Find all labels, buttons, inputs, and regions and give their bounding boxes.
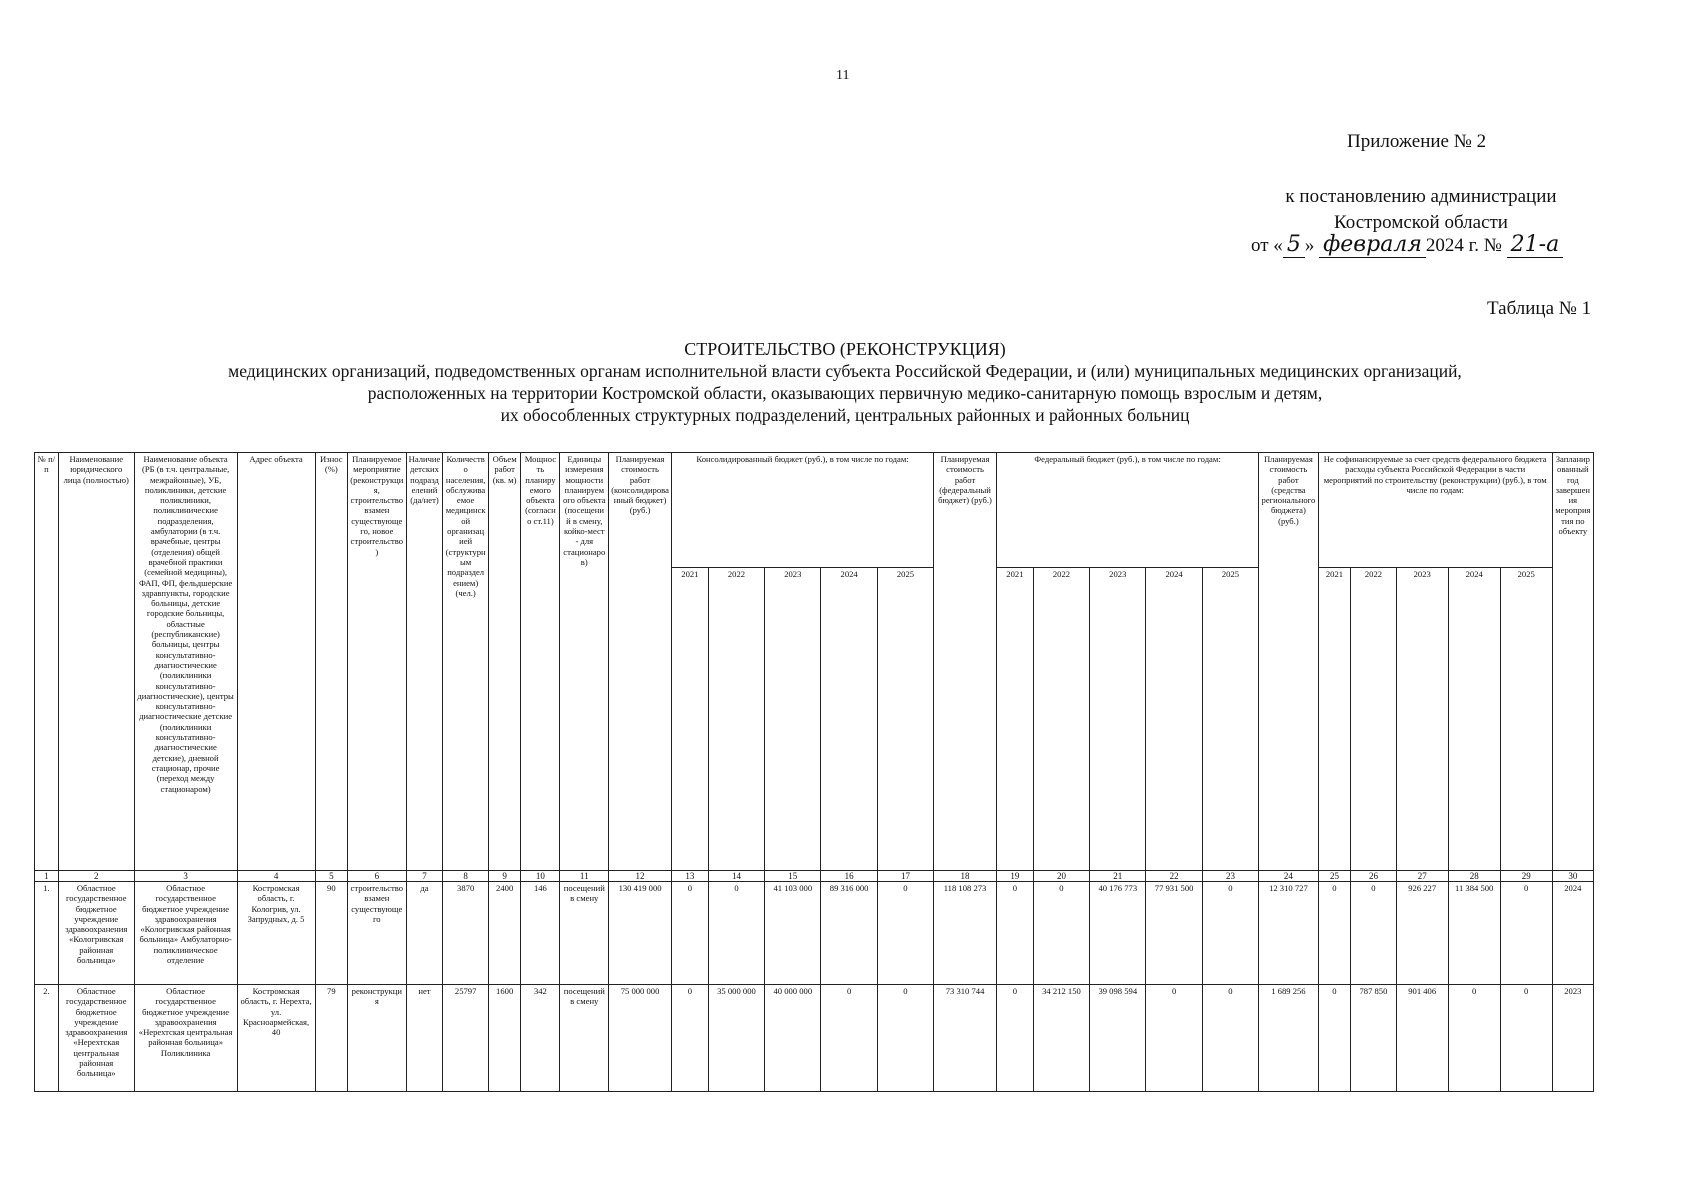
heading-line-2: медицинских организаций, подведомственных органам исполнительной власти субъекта Российской Федерации, и (или) муниципальных медицинских организаций, — [228, 361, 1462, 381]
column-number: 29 — [1500, 871, 1552, 882]
year-cell: 2024 — [1448, 568, 1500, 871]
appendix-title: Приложение № 2 — [1347, 131, 1487, 152]
row-num: 1. — [35, 882, 59, 985]
row-capacity: 342 — [521, 985, 560, 1092]
heading-line-4: их обособленных структурных подразделений, центральных районных и районных больниц — [500, 405, 1190, 425]
row-reg-2025: 0 — [1500, 882, 1552, 985]
column-number: 1 — [35, 871, 59, 882]
col-cost-federal: Планируемая стоимость работ (федеральный бюджет) (руб.) — [934, 453, 997, 871]
col-object: Наименование объекта (РБ (в т.ч. центральные, межрайонные), УБ, поликлиники, детские поликлиники, поликлинические подразделения, амбулатории (в т.ч. врачебные, центры (отделения) общей врачебной практики (семейной медицины), ФАП, ФП, фельдшерские здравпункты, городские больницы, детские городские больницы, областные (республиканские) больницы, центры консультативно-диагностические (поликлиники консультативно-диагностические), центры консультативно-диагностические детские (поликлиники консультативно-диагностические детские), дневной стационар, прочие (переход между стационаром) — [134, 453, 237, 871]
row-legal-entity: Областное государственное бюджетное учреждение здравоохранения «Нерехтская центральная районная больница» — [58, 985, 134, 1092]
column-number: 19 — [996, 871, 1033, 882]
column-number: 10 — [521, 871, 560, 882]
column-number: 5 — [315, 871, 348, 882]
row-fed-2024: 0 — [1146, 985, 1202, 1092]
year-cell: 2023 — [765, 568, 821, 871]
row-cost-regional: 1 689 256 — [1259, 985, 1319, 1092]
row-reg-2021: 0 — [1318, 985, 1351, 1092]
row-address: Костромская область, г. Кологрив, ул. Запрудных, д. 5 — [237, 882, 315, 985]
row-unit: посещений в смену — [560, 882, 609, 985]
column-number: 15 — [765, 871, 821, 882]
row-wear: 79 — [315, 985, 348, 1092]
column-number: 23 — [1202, 871, 1258, 882]
year-cell: 2024 — [1146, 568, 1202, 871]
year-cell: 2023 — [1396, 568, 1448, 871]
col-consolidated-group: Консолидированный бюджет (руб.), в том числе по годам: — [671, 453, 933, 568]
row-population: 25797 — [443, 985, 489, 1092]
date-prefix: от « — [1251, 235, 1283, 256]
row-fed-2021: 0 — [996, 985, 1033, 1092]
row-cons-2023: 40 000 000 — [765, 985, 821, 1092]
row-fed-2021: 0 — [996, 882, 1033, 985]
row-cost-regional: 12 310 727 — [1259, 882, 1319, 985]
row-num: 2. — [35, 985, 59, 1092]
table-row — [35, 985, 1594, 1092]
row-cons-2022: 0 — [708, 882, 764, 985]
decree-reference — [1276, 184, 1566, 236]
col-legal-entity: Наименование юридического лица (полностью) — [58, 453, 134, 871]
col-cost-regional: Планируемая стоимость работ (средства регионального бюджета) (руб.) — [1259, 453, 1319, 871]
row-address: Костромская область, г. Нерехта, ул. Красноармейская, 40 — [237, 985, 315, 1092]
year-cell: 2021 — [1318, 568, 1351, 871]
year-cell: 2025 — [877, 568, 933, 871]
row-reg-2025: 0 — [1500, 985, 1552, 1092]
header-row — [35, 453, 1594, 568]
row-reg-2023: 901 406 — [1396, 985, 1448, 1092]
row-cons-2021: 0 — [671, 882, 708, 985]
col-capacity: Мощность планируемого объекта (согласно ст.11) — [521, 453, 560, 871]
row-measure: реконструкция — [348, 985, 407, 1092]
column-number: 22 — [1146, 871, 1202, 882]
year-cell: 2022 — [708, 568, 764, 871]
year-cell: 2021 — [996, 568, 1033, 871]
row-fed-2024: 77 931 500 — [1146, 882, 1202, 985]
decree-line-1: к постановлению администрации — [1285, 186, 1557, 207]
column-number: 17 — [877, 871, 933, 882]
column-number: 28 — [1448, 871, 1500, 882]
row-area: 2400 — [488, 882, 521, 985]
column-number: 6 — [348, 871, 407, 882]
row-fed-2023: 40 176 773 — [1090, 882, 1146, 985]
col-regional-group: Не софинансируемые за счет средств федерального бюджета расходы субъекта Российской Федерации в части мероприятий по строительству (реконструкции) (руб.), в том числе по годам: — [1318, 453, 1552, 568]
col-address: Адрес объекта — [237, 453, 315, 871]
year-cell: 2024 — [821, 568, 877, 871]
date-month: февраля — [1319, 232, 1426, 258]
heading-line-1: СТРОИТЕЛЬСТВО (РЕКОНСТРУКЦИЯ) — [684, 339, 1006, 359]
column-number: 11 — [560, 871, 609, 882]
date-year: 2024 г. № — [1425, 235, 1502, 256]
row-object: Областное государственное бюджетное учреждение здравоохранения «Кологривская районная больница» Амбулаторно-поликлиническое отделение — [134, 882, 237, 985]
column-number: 24 — [1259, 871, 1319, 882]
row-reg-2023: 926 227 — [1396, 882, 1448, 985]
col-area: Объем работ (кв. м) — [488, 453, 521, 871]
column-number: 14 — [708, 871, 764, 882]
heading-line-3: расположенных на территории Костромской области, оказывающих первичную медико-санитарную помощь взрослым и детям, — [367, 383, 1323, 403]
row-reg-2022: 0 — [1351, 882, 1397, 985]
row-children: нет — [406, 985, 443, 1092]
column-number-row — [35, 871, 1594, 882]
document-heading — [120, 338, 1570, 426]
column-number: 26 — [1351, 871, 1397, 882]
row-cost-federal: 118 108 273 — [934, 882, 997, 985]
column-number: 12 — [609, 871, 672, 882]
year-cell: 2023 — [1090, 568, 1146, 871]
row-unit: посещений в смену — [560, 985, 609, 1092]
row-area: 1600 — [488, 985, 521, 1092]
row-reg-2022: 787 850 — [1351, 985, 1397, 1092]
date-mid: » — [1304, 235, 1315, 256]
table-number: Таблица № 1 — [1487, 298, 1592, 319]
row-reg-2024: 0 — [1448, 985, 1500, 1092]
row-cons-2025: 0 — [877, 882, 933, 985]
col-wear: Износ (%) — [315, 453, 348, 871]
row-cons-2024: 89 316 000 — [821, 882, 877, 985]
col-children: Наличие детских подразделений (да/нет) — [406, 453, 443, 871]
decree-date-line — [1251, 232, 1563, 258]
column-number: 18 — [934, 871, 997, 882]
column-number: 2 — [58, 871, 134, 882]
row-legal-entity: Областное государственное бюджетное учреждение здравоохранения «Кологривская районная больница» — [58, 882, 134, 985]
row-cons-2022: 35 000 000 — [708, 985, 764, 1092]
col-unit: Единицы измерения мощности планируемого объекта (посещений в смену, койко-мест - для стационаров) — [560, 453, 609, 871]
row-cost-consolidated: 130 419 000 — [609, 882, 672, 985]
decree-line-2: Костромской области — [1334, 212, 1508, 233]
row-children: да — [406, 882, 443, 985]
col-measure: Планируемое мероприятие (реконструкция, строительство взамен существующего, новое строительство) — [348, 453, 407, 871]
row-fed-2025: 0 — [1202, 882, 1258, 985]
decree-number: 21-а — [1507, 232, 1564, 258]
row-wear: 90 — [315, 882, 348, 985]
col-cost-consolidated: Планируемая стоимость работ (консолидированный бюджет) (руб.) — [609, 453, 672, 871]
row-fed-2022: 0 — [1033, 882, 1089, 985]
row-population: 3870 — [443, 882, 489, 985]
column-number: 21 — [1090, 871, 1146, 882]
year-cell: 2022 — [1351, 568, 1397, 871]
year-cell: 2025 — [1500, 568, 1552, 871]
year-cell: 2025 — [1202, 568, 1258, 871]
column-number: 9 — [488, 871, 521, 882]
page-number: 11 — [836, 68, 850, 83]
construction-table — [34, 452, 1594, 1092]
column-number: 20 — [1033, 871, 1089, 882]
column-number: 13 — [671, 871, 708, 882]
row-year-end: 2024 — [1552, 882, 1593, 985]
column-number: 25 — [1318, 871, 1351, 882]
col-year-end: Запланированный год завершения мероприятия по объекту — [1552, 453, 1593, 871]
row-object: Областное государственное бюджетное учреждение здравоохранения «Нерехтская центральная районная больница» Поликлиника — [134, 985, 237, 1092]
table-row — [35, 882, 1594, 985]
row-cost-consolidated: 75 000 000 — [609, 985, 672, 1092]
column-number: 4 — [237, 871, 315, 882]
row-fed-2022: 34 212 150 — [1033, 985, 1089, 1092]
col-federal-group: Федеральный бюджет (руб.), в том числе по годам: — [996, 453, 1258, 568]
column-number: 8 — [443, 871, 489, 882]
row-cost-federal: 73 310 744 — [934, 985, 997, 1092]
row-fed-2023: 39 098 594 — [1090, 985, 1146, 1092]
column-number: 27 — [1396, 871, 1448, 882]
row-cons-2023: 41 103 000 — [765, 882, 821, 985]
row-measure: строительство взамен существующего — [348, 882, 407, 985]
row-year-end: 2023 — [1552, 985, 1593, 1092]
row-cons-2024: 0 — [821, 985, 877, 1092]
date-day: 5 — [1283, 232, 1305, 258]
year-cell: 2022 — [1033, 568, 1089, 871]
row-cons-2021: 0 — [671, 985, 708, 1092]
row-reg-2021: 0 — [1318, 882, 1351, 985]
column-number: 16 — [821, 871, 877, 882]
row-capacity: 146 — [521, 882, 560, 985]
row-reg-2024: 11 384 500 — [1448, 882, 1500, 985]
column-number: 7 — [406, 871, 443, 882]
row-cons-2025: 0 — [877, 985, 933, 1092]
year-cell: 2021 — [671, 568, 708, 871]
row-fed-2025: 0 — [1202, 985, 1258, 1092]
column-number: 30 — [1552, 871, 1593, 882]
col-num: № п/п — [35, 453, 59, 871]
column-number: 3 — [134, 871, 237, 882]
col-population: Количество населения, обслуживаемое медицинской организацией (структурным подразделением) (чел.) — [443, 453, 489, 871]
